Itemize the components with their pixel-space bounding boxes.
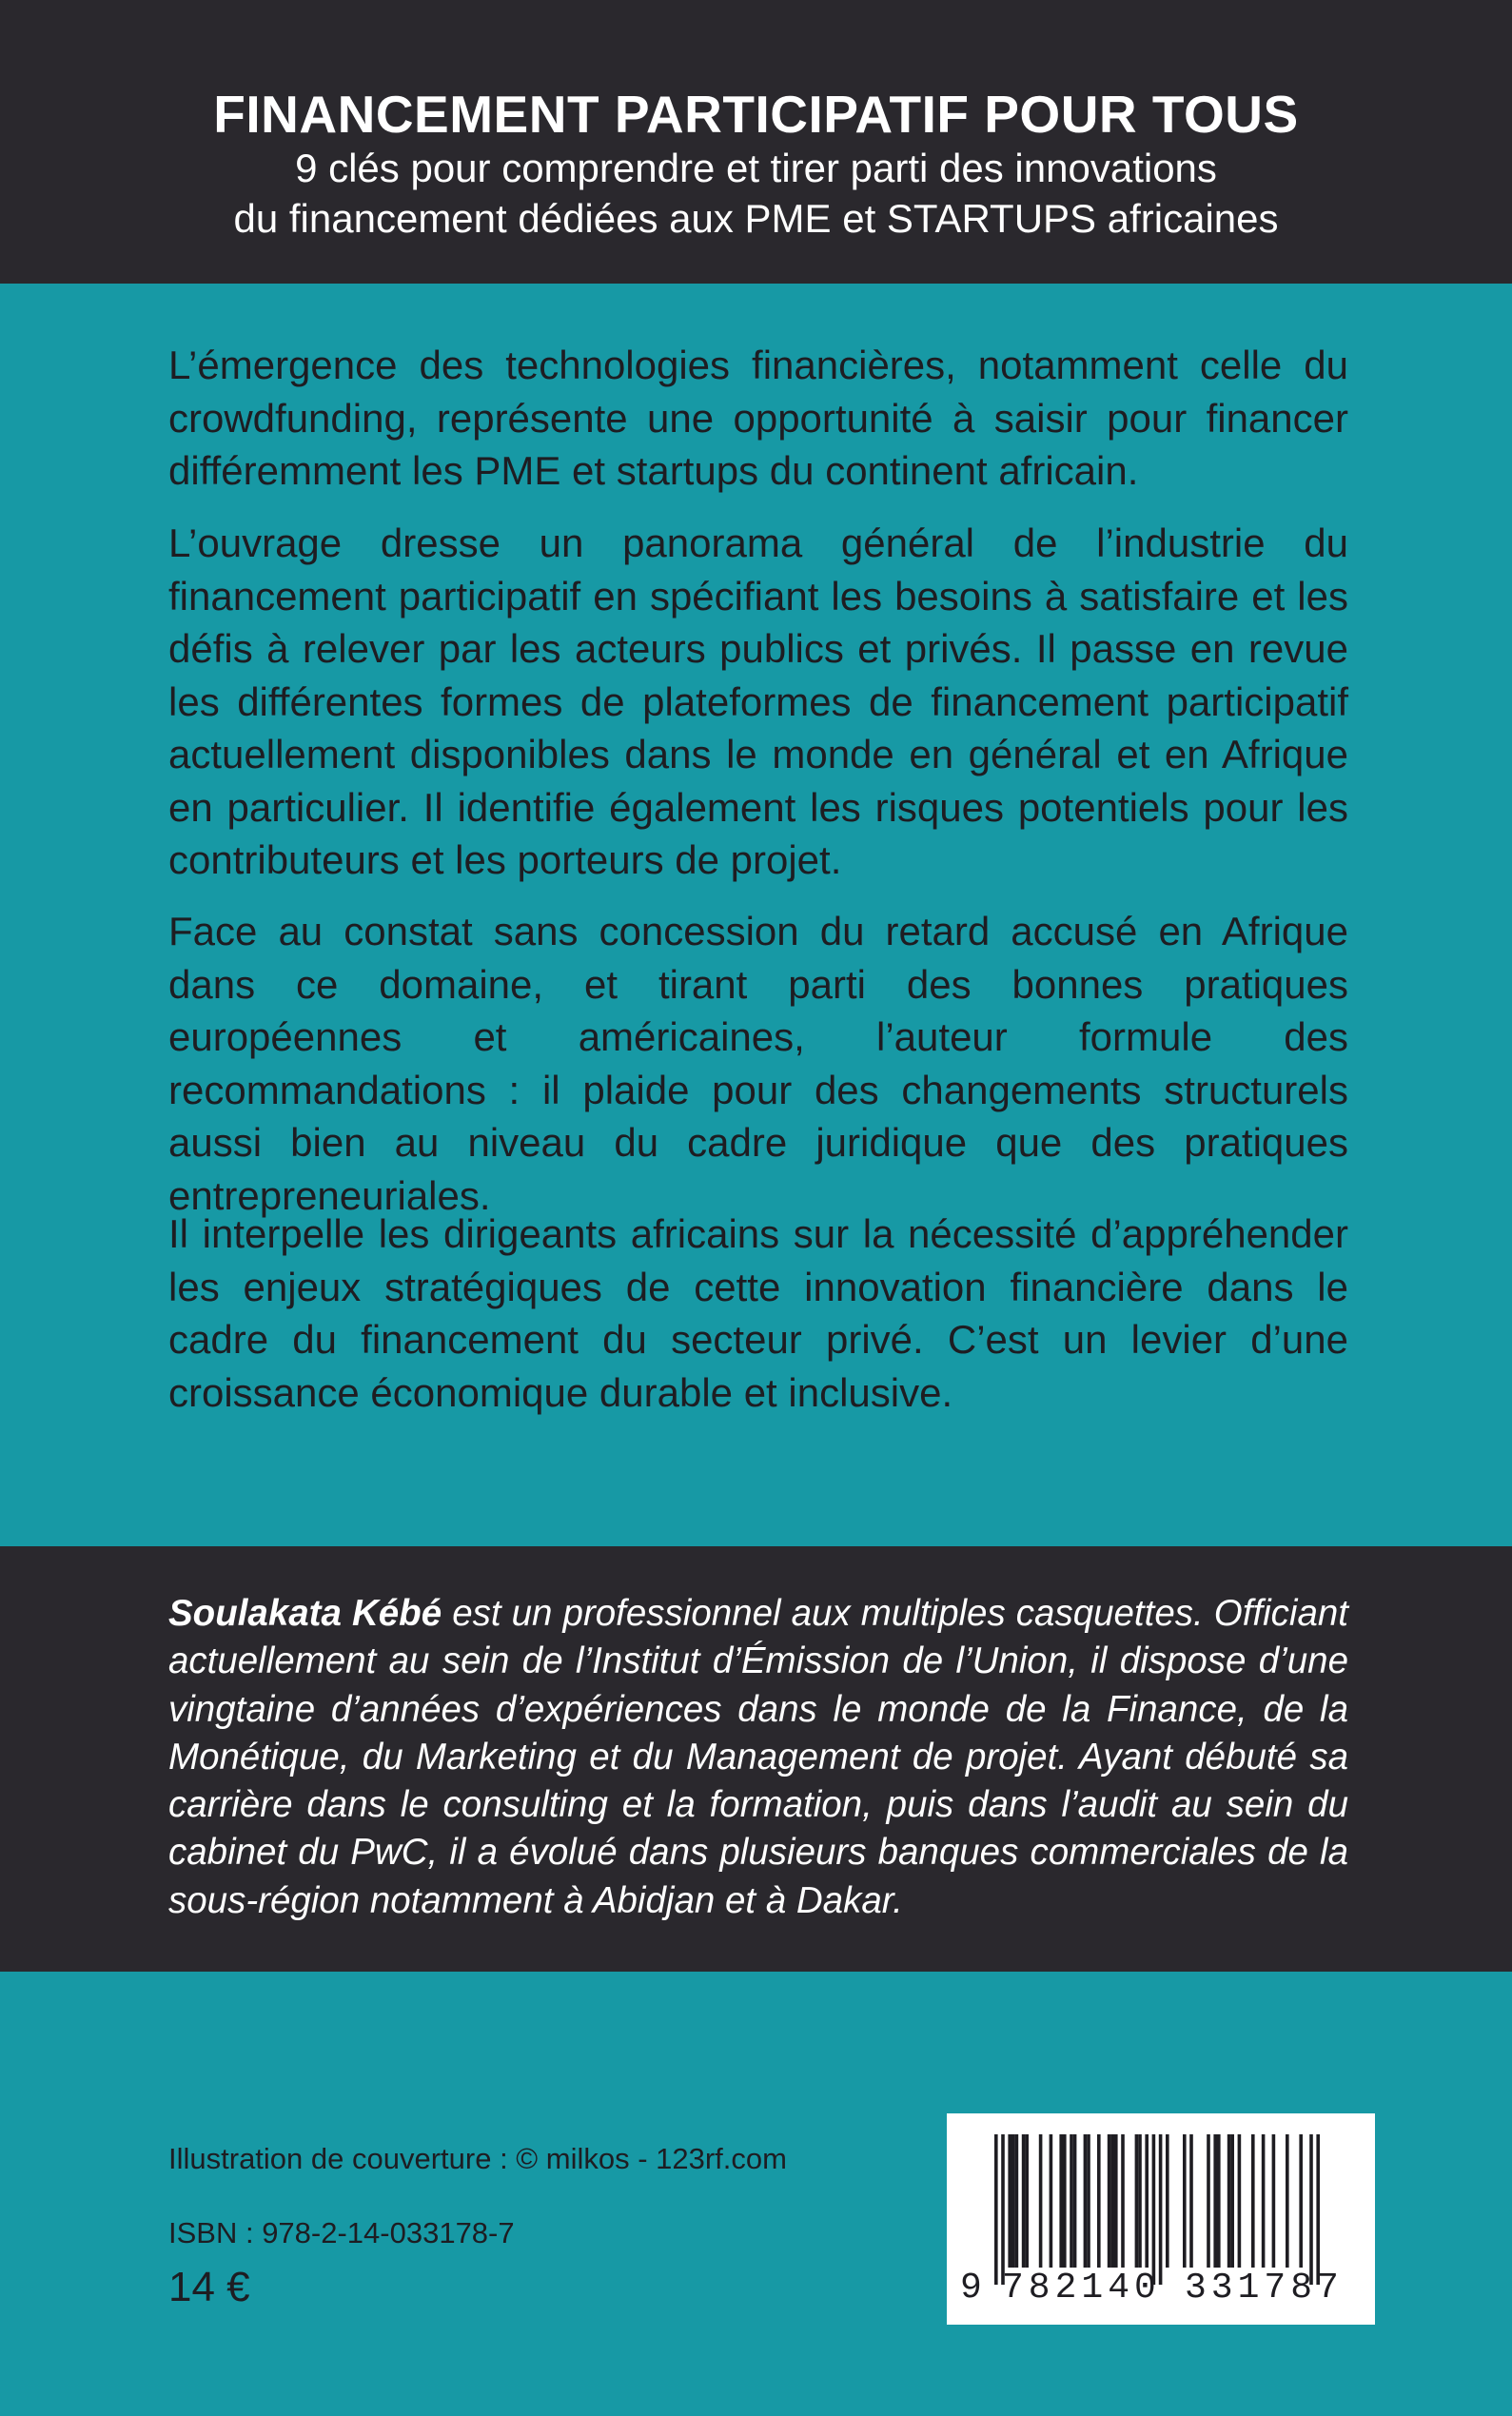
barcode xyxy=(947,2113,1375,2325)
summary-paragraph: Il interpelle les dirigeants africains sur la nécessité d’appréhender les enjeux stratégiques de cette innovation financière dans le cadre du financement du secteur privé. C’est un levier d’une croissance économique durable et inclusive. xyxy=(168,1211,1348,1415)
book-subtitle xyxy=(0,143,1512,244)
illustration-credit: Illustration de couverture : © milkos - 123rf.com xyxy=(168,2142,787,2175)
barcode-bar xyxy=(1286,2134,1289,2268)
barcode-bar xyxy=(1230,2134,1234,2268)
barcode-bar xyxy=(1207,2134,1210,2268)
barcode-bar xyxy=(1145,2134,1149,2268)
barcode-bar xyxy=(1022,2134,1026,2268)
barcode-bar xyxy=(1262,2134,1266,2268)
book-title: FINANCEMENT PARTICIPATIF POUR TOUS xyxy=(213,85,1299,144)
barcode-bar xyxy=(1110,2134,1114,2268)
barcode-bar xyxy=(994,2134,998,2285)
barcode-bar xyxy=(1189,2134,1193,2268)
barcode-bar xyxy=(1050,2134,1053,2268)
barcode-bar xyxy=(1001,2134,1005,2285)
summary-paragraph: Face au constat sans concession du retard accusé en Afrique dans ce domaine, et tirant parti des bonnes pratiques européennes et américaines, l’auteur formule des recommandations : il plaide pour des changements structurels aussi bien au niveau du cadre juridique que des pratiques entrepreneuriales. xyxy=(168,909,1348,1218)
barcode-bar xyxy=(1087,2134,1090,2268)
barcode-bar xyxy=(1114,2134,1118,2268)
barcode-bar xyxy=(1309,2134,1313,2285)
barcode-digits-left: 782140 xyxy=(1002,2268,1161,2308)
barcode-bar xyxy=(1008,2134,1011,2268)
subtitle-line-1: 9 clés pour comprendre et tirer parti des innovations xyxy=(295,146,1217,190)
barcode-bar xyxy=(1108,2134,1111,2268)
summary-paragraph: L’ouvrage dresse un panorama général de l’industrie du financement participatif en spécifiant les besoins à satisfaire et les défis à relever par les acteurs publics et privés. Il passe en revue les différentes formes de plateformes de financement participatif actuellement disponibles dans le monde en général et en Afrique en particulier. Il identifie également les risques potentiels pour les contributeurs et les porteurs de projet. xyxy=(168,521,1348,882)
summary-paragraph: L’émergence des technologies financières, notamment celle du crowdfunding, représente une opportunité à saisir pour financer différemment les PME et startups du continent africain. xyxy=(168,343,1348,493)
barcode-bar xyxy=(1070,2134,1073,2268)
barcode-bar xyxy=(1135,2134,1139,2268)
barcode-digit-first: 9 xyxy=(960,2268,982,2308)
barcode-bar xyxy=(1059,2134,1063,2268)
barcode-bar xyxy=(1316,2134,1320,2285)
isbn: ISBN : 978-2-14-033178-7 xyxy=(168,2216,515,2249)
author-bio-text: est un professionnel aux multiples casquettes. Officiant actuellement au sein de l’Institut d’Émission de l’Union, il dispose d’une vingtaine d’années d’expériences dans le monde de la Finance, de la Monétique, du Marketing et du Management de projet. Ayant débuté sa carrière dans le consulting et la formation, puis dans l’audit au sein du cabinet du PwC, il a évolué dans plusieurs banques commerciales de la sous-région notamment à Abidjan et à Dakar. xyxy=(168,1593,1348,1921)
barcode-bar xyxy=(1299,2134,1303,2268)
author-name: Soulakata Kébé xyxy=(168,1593,442,1634)
barcode-bar xyxy=(1251,2134,1255,2268)
barcode-bar xyxy=(1084,2134,1088,2268)
barcode-bar xyxy=(1025,2134,1029,2268)
barcode-bar xyxy=(1121,2134,1125,2268)
barcode-bar xyxy=(1015,2134,1019,2268)
barcode-digits-right: 331787 xyxy=(1185,2268,1344,2308)
subtitle-line-2: du financement dédiées aux PME et STARTUPS africaines xyxy=(233,196,1279,241)
barcode-bar xyxy=(1227,2134,1231,2268)
barcode-bar xyxy=(1183,2134,1187,2268)
barcode-bar xyxy=(1217,2134,1221,2268)
author-bio xyxy=(168,1590,1348,1925)
barcode-bar xyxy=(1166,2134,1169,2268)
barcode-bar xyxy=(1213,2134,1217,2268)
barcode-bar xyxy=(1097,2134,1101,2268)
barcode-bar xyxy=(1073,2134,1077,2268)
barcode-bar xyxy=(1152,2134,1156,2285)
header-band xyxy=(0,0,1512,284)
barcode-bar xyxy=(1272,2134,1276,2268)
barcode-bar xyxy=(1063,2134,1067,2268)
price: 14 € xyxy=(168,2264,250,2310)
barcode-bar xyxy=(1159,2134,1163,2285)
barcode-bar xyxy=(1011,2134,1015,2268)
barcode-bar xyxy=(1238,2134,1242,2268)
barcode-bar xyxy=(1039,2134,1043,2268)
barcode-bar xyxy=(1138,2134,1142,2268)
